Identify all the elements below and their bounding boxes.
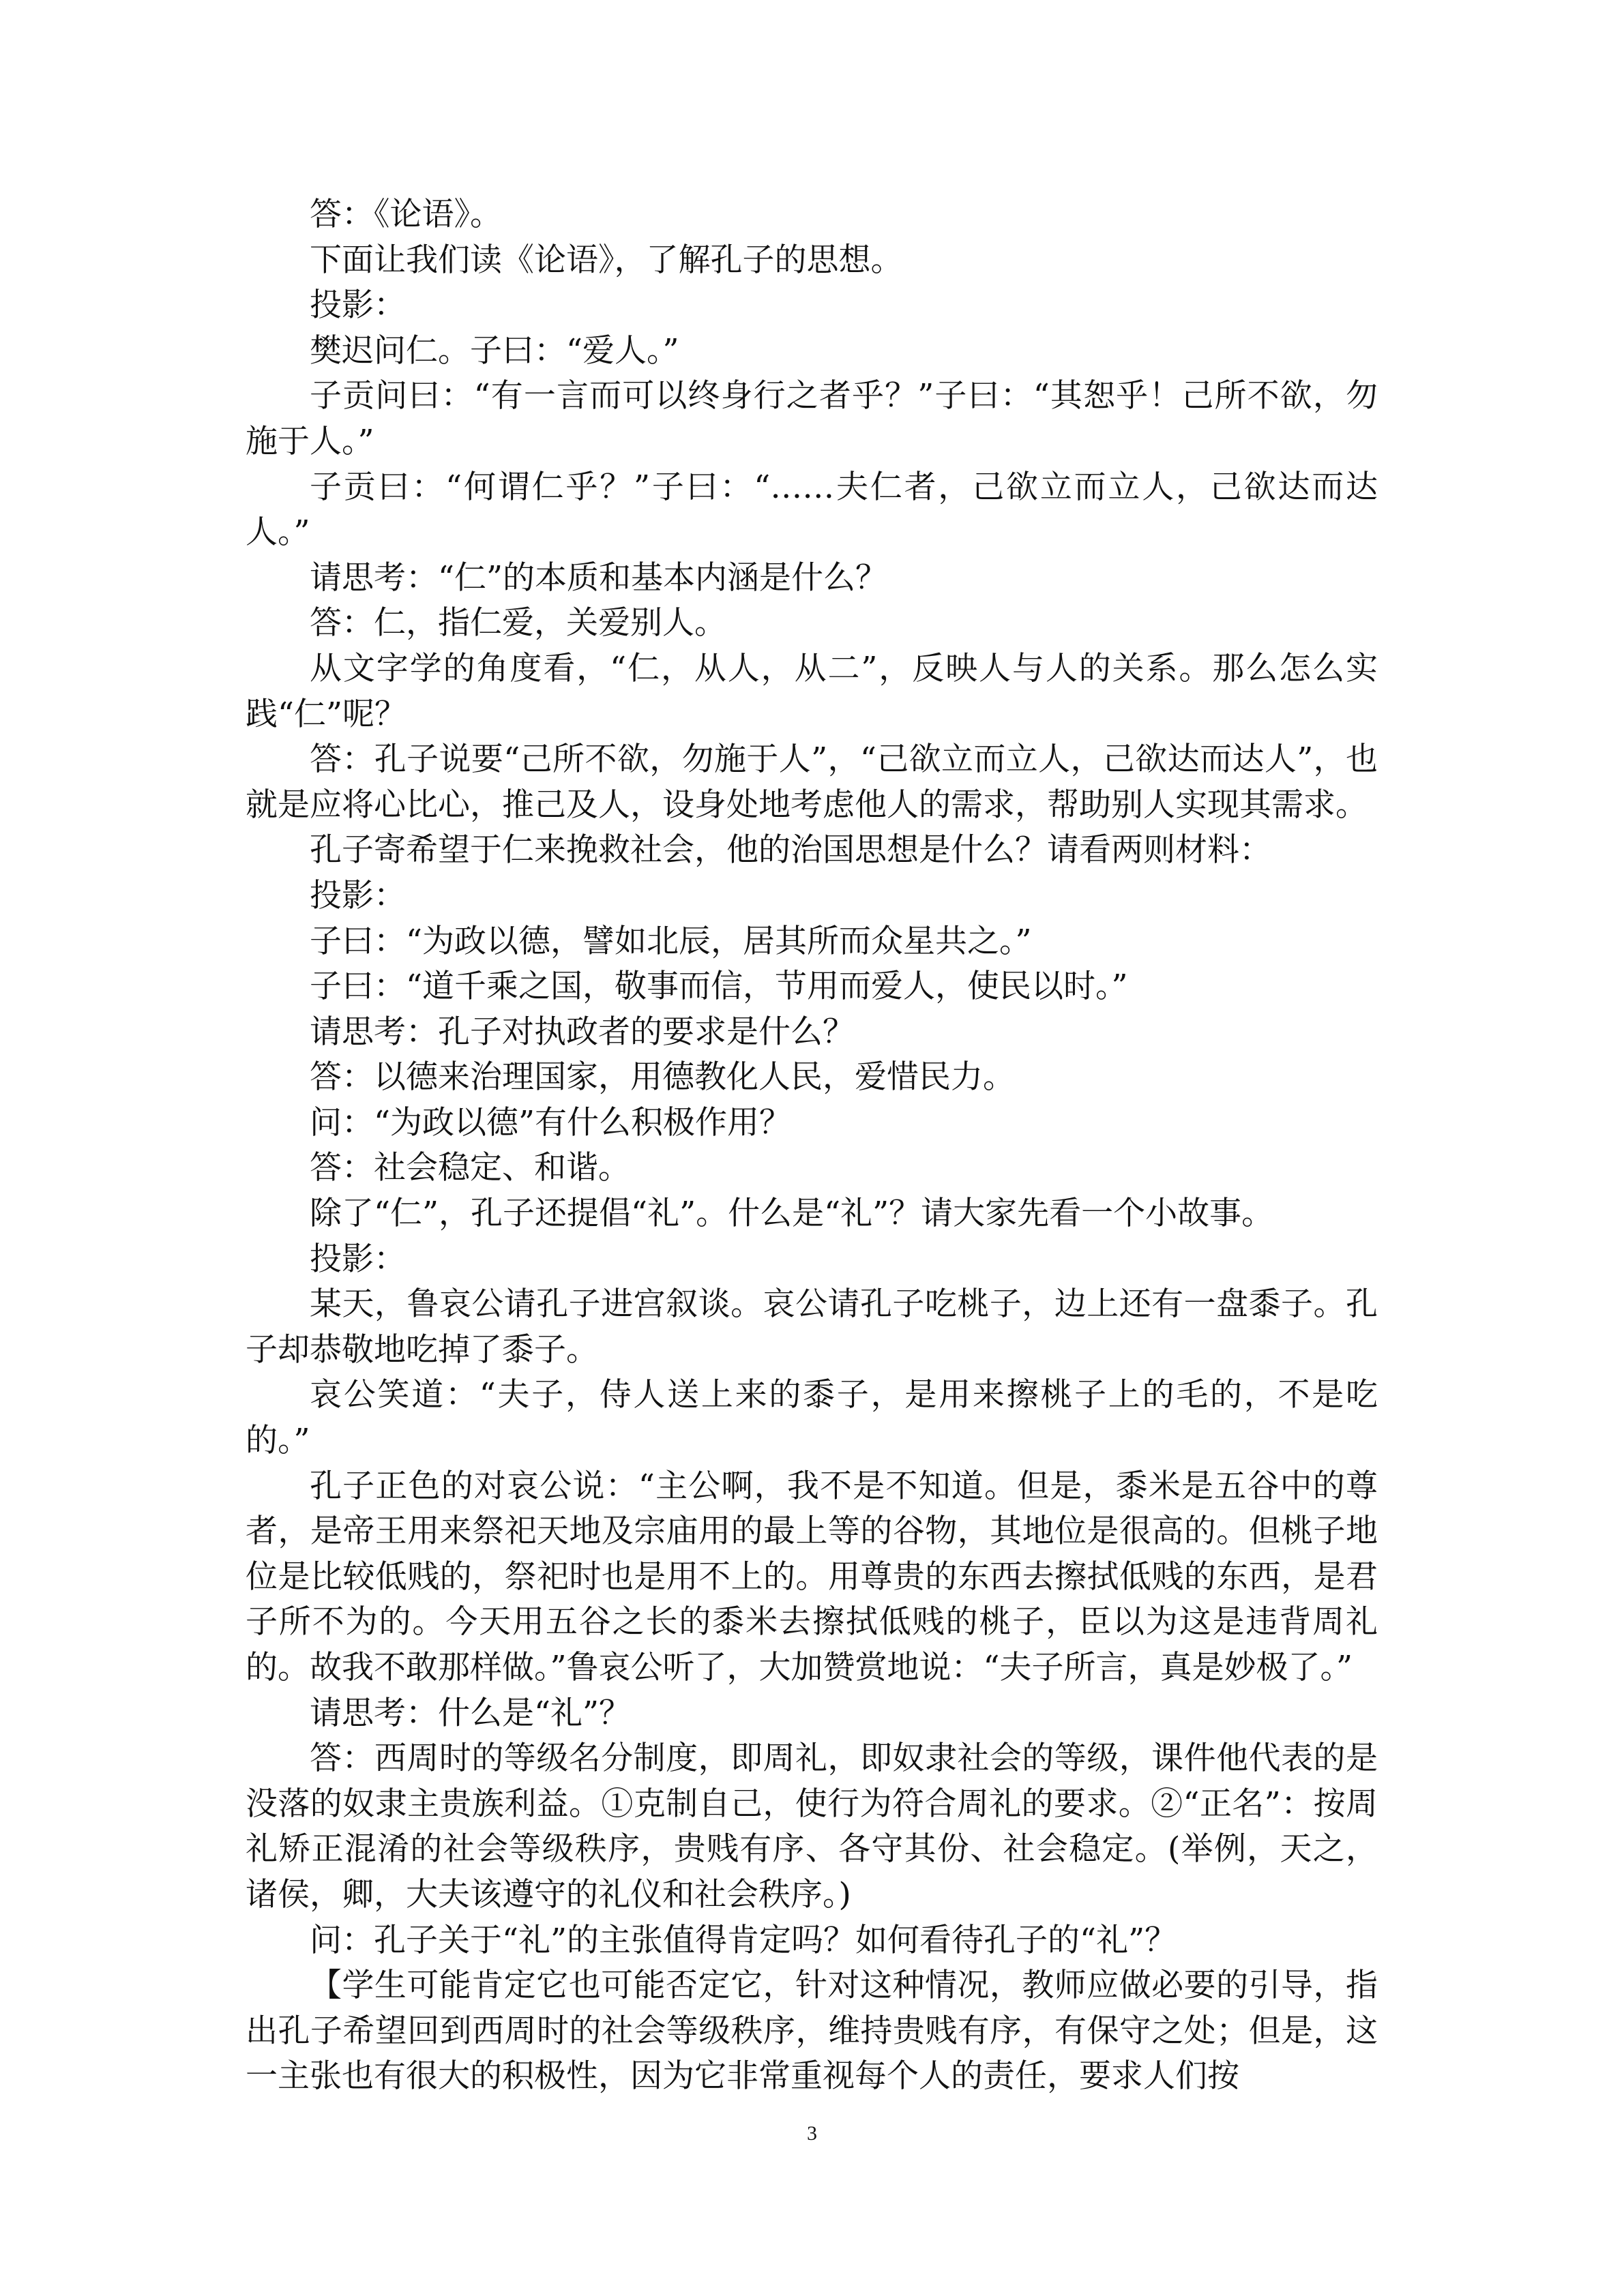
page-number: 3 — [807, 2122, 817, 2145]
paragraph: 子曰：“道千乘之国，敬事而信，节用而爱人，使民以时。” — [310, 968, 1128, 1006]
paragraph: 孔子正色的对哀公说：“主公啊，我不是不知道。但是，黍米是五谷中的尊者，是帝王用来祭祀天地及宗庙用的最上等的谷物，其地位是很高的。但桃子地位是比较低贱的，祭祀时也是用不上的。用尊贵的东西去擦拭低贱的东西，是君子所不为的。今天用五谷之长的黍米去擦拭低贱的桃子，臣以为这是违背周礼的。故我不敢那样做。”鲁哀公听了，大加赞赏地说：“夫子所言，真是妙极了。” — [246, 1467, 1378, 1686]
paragraph: 樊迟问仁。子曰：“爱人。” — [310, 331, 679, 370]
paragraph: 下面让我们读《论语》，了解孔子的思想。 — [310, 241, 903, 279]
paragraph: 子贡曰：“何谓仁乎？”子曰：“……夫仁者，己欲立而立人，己欲达而达人。” — [246, 468, 1378, 552]
paragraph: 哀公笑道：“夫子，侍人送上来的黍子，是用来擦桃子上的毛的，不是吃的。” — [246, 1376, 1378, 1460]
paragraph: 答：西周时的等级名分制度，即周礼，即奴隶社会的等级，课件他代表的是没落的奴隶主贵族利益。①克制自己，使行为符合周礼的要求。②“正名”：按周礼矫正混淆的社会等级秩序，贵贱有序、各守其份、社会稳定。(举例，天之，诸侯，卿，大夫该遵守的礼仪和社会秩序。) — [246, 1740, 1378, 1913]
paragraph: 答：仁，指仁爱，关爱别人。 — [310, 604, 726, 642]
paragraph: 答：《论语》。 — [310, 196, 502, 233]
paragraph: 【学生可能肯定它也可能否定它，针对这种情况，教师应做必要的引导，指出孔子希望回到西周时的社会等级秩序，维持贵贱有序，有保守之处；但是，这一主张也有很大的积极性，因为它非常重视每个人的责任，要求人们按 — [246, 1967, 1378, 2096]
paragraph: 子曰：“为政以德，譬如北辰，居其所而众星共之。” — [310, 922, 1032, 960]
paragraph: 投影： — [310, 876, 406, 914]
paragraph: 从文字学的角度看，“仁，从人，从二”，反映人与人的关系。那么怎么实践“仁”呢？ — [246, 649, 1378, 733]
paragraph: 孔子寄希望于仁来挽救社会，他的治国思想是什么？请看两则材料： — [310, 831, 1271, 869]
paragraph: 问：孔子关于“礼”的主张值得肯定吗？如何看待孔子的“礼”？ — [310, 1921, 1177, 1959]
paragraph: 答：以德来治理国家，用德教化人民，爱惜民力。 — [310, 1058, 1015, 1097]
paragraph: 投影： — [310, 1240, 406, 1278]
paragraph: 答：孔子说要“己所不欲，勿施于人”，“己欲立而立人，己欲达而达人”，也就是应将心比心，推己及人，设身处地考虑他人的需求，帮助别人实现其需求。 — [246, 741, 1378, 824]
body-text — [246, 192, 1378, 2100]
paragraph: 除了“仁”，孔子还提倡“礼”。什么是“礼”？请大家先看一个小故事。 — [310, 1195, 1274, 1233]
paragraph: 请思考：孔子对执政者的要求是什么？ — [310, 1013, 855, 1051]
paragraph: 投影： — [310, 286, 406, 325]
paragraph: 请思考：什么是“礼”？ — [310, 1694, 632, 1732]
paragraph: 问：“为政以德”有什么积极作用？ — [310, 1103, 792, 1142]
paragraph: 答：社会稳定、和谐。 — [310, 1149, 630, 1187]
paragraph: 某天，鲁哀公请孔子进宫叙谈。哀公请孔子吃桃子，边上还有一盘黍子。孔子却恭敬地吃掉了黍子。 — [246, 1285, 1378, 1369]
paragraph: 请思考：“仁”的本质和基本内涵是什么？ — [310, 558, 888, 597]
paragraph: 子贡问曰：“有一言而可以终身行之者乎？”子曰：“其恕乎！己所不欲，勿施于人。” — [246, 377, 1378, 460]
